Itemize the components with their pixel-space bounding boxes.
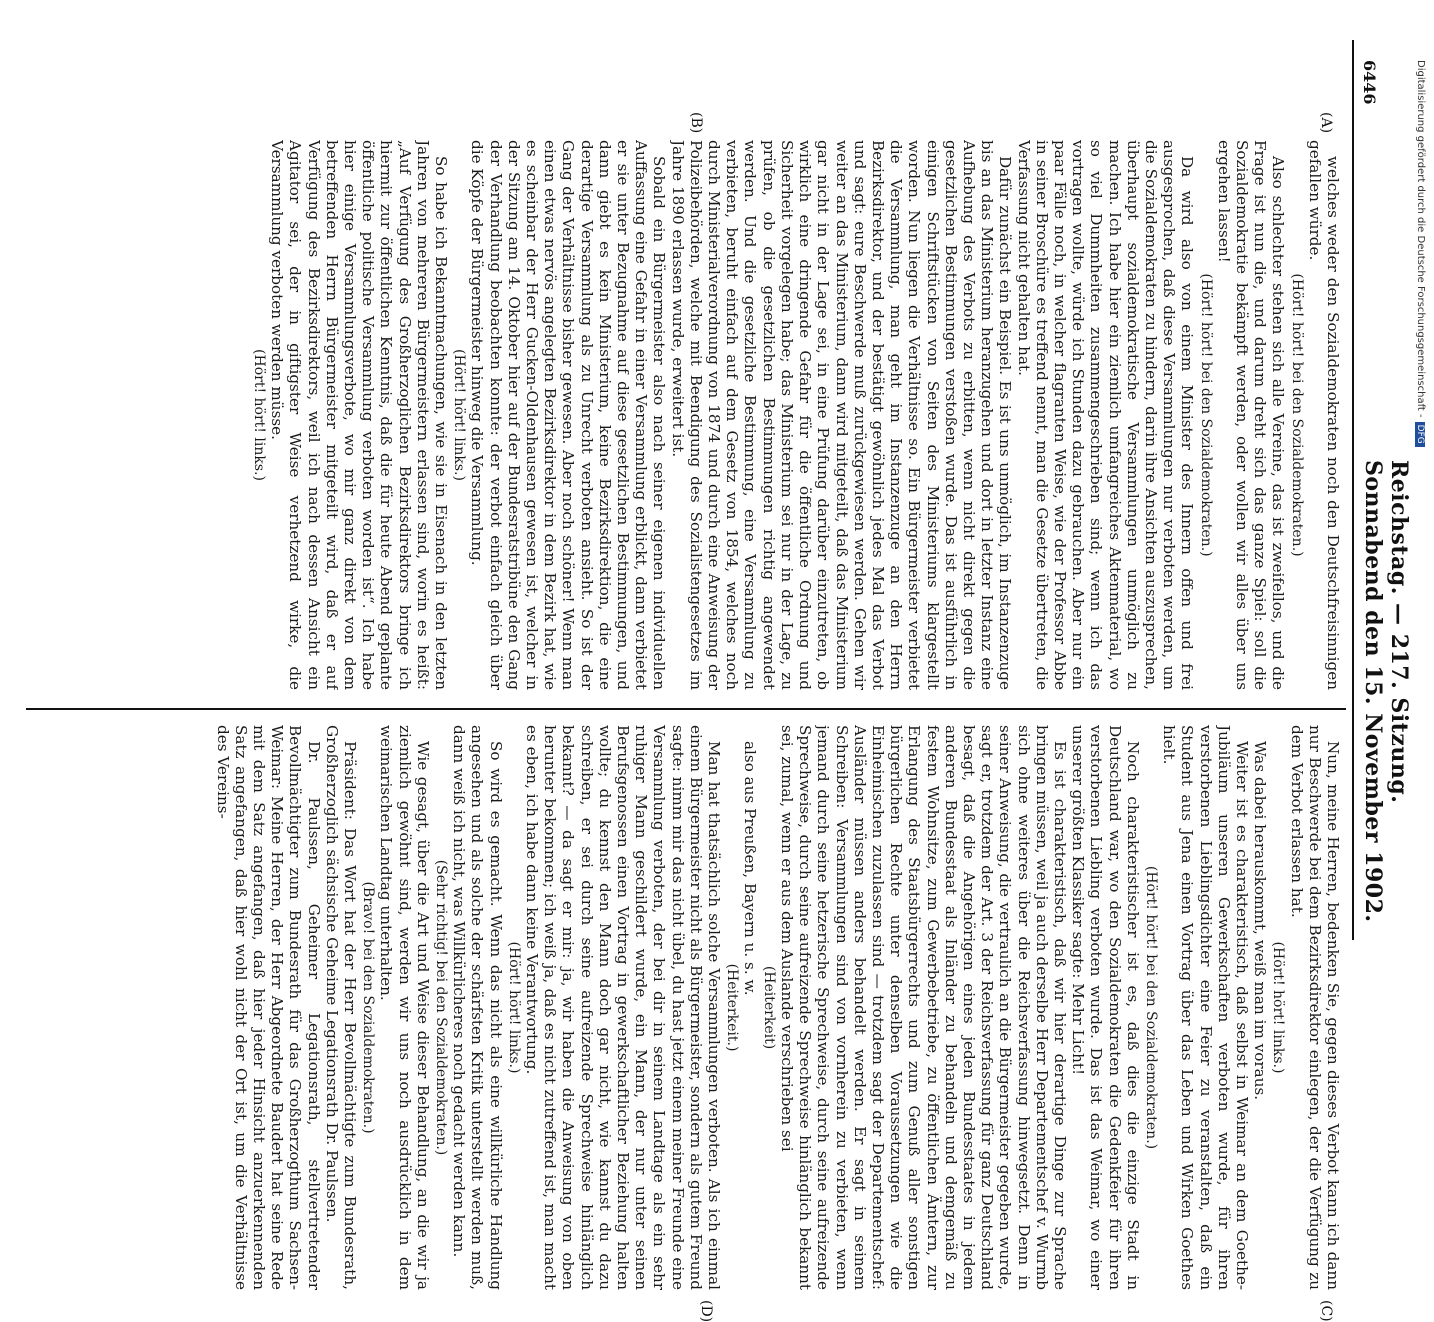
interjection: (Sehr richtig! bei den Sozialdemokraten.): [433, 859, 450, 1156]
paragraph: Man hat thatsächlich solche Versammlungen verboten. Als ich einmal einem Bürgermeister nicht als Bürgermeister, sondern als gutem Freund sagte: nimm mir das nicht übel, du hast jetzt einem meiner Freunde eine Versammlung verboten, der bei dir in seinem Landtage als ein sehr ruhiger Mann geschildert wurde, ein Mann, der nur unter seinen Berufsgenossen einen Vortrag in gewerkschaftlicher Beziehung halten wollte; du kennst den Mann doch gar nicht, wie kannst du dazu schreiben, er sei durch seine aufreizende Sprechweise hinlänglich bekannt? — da sagt er mir: ja, wir haben die Anweisung von oben herunter bekommen; ich weiß ja, daß es nicht zutreffend ist, man macht es eben, ich habe dann keine Verantwortung.: [523, 725, 724, 1290]
running-title: Reichstag. — 217. Sitzung. Sonnabend den 15. November 1902.: [1360, 460, 1412, 923]
interjection: (Hört! hört! links.): [451, 349, 468, 481]
margin-mark-d: (D): [698, 1300, 714, 1322]
paragraph: So habe ich Bekanntmachungen, wie sie in Eisenach in den letzten Jahren von mehreren Bürgermeistern erlassen sind, worin es heißt: „Auf Verfügung des Großherzoglichen Bezirksdirektors bringe ich hiermit zur öffentlichen Kenntnis, daß die für heute Abend geplante öffentliche politische Versammlung verboten worden ist“. Ich habe hier einige Versammlungsverbote, wo mir ganz direkt von dem betreffenden Herrn Bürgermeister mitgeteilt wird, daß er auf Verfügung des Bezirksdirektors, weil ich nach dessen Ansicht ein Agitator sei, der in giftigster Weise verhetzend wirke, die Versammlung verboten werden müsse.: [268, 140, 451, 690]
interjection: (Heiterkeit.): [724, 963, 741, 1052]
paragraph: Präsident: Das Wort hat der Herr Bevollmächtigte zum Bundesrath, Großherzoglich sächsische Geheime Legationsrath Dr. Paulssen.: [322, 725, 360, 1290]
page-header: [1352, 40, 1412, 940]
page-number: 6446: [1360, 60, 1379, 105]
interjection: (Hört! hört! links.): [505, 941, 522, 1074]
paragraph: Da wird also von einem Minister des Innern offen und frei ausgesprochen, daß diese Versammlungen nur verboten werden, um die Sozialdemokraten zu hindern, darin ihre Ansichten auszusprechen, überhaupt sozialdemokratische Versammlungen unmöglich zu machen. Ich habe hier ein ziemlich umfangreiches Aktenmaterial, wo so viel Dummheiten zusammengeschrieben sind; wenn ich das vortragen wollte, würde ich Stunden dazu gebrauchen. Aber nur ein paar Fälle noch, in welcher flagranten Weise, wie der Professor Abbe in seiner Broschüre es treffend nennt, man die Gesetze übertreten, die Verfassung nicht gehalten hat.: [1014, 140, 1197, 690]
paragraph: Dr. Paulssen, Geheimer Legationsrath, stellvertretender Bevollmächtigter zum Bundesrath für das Großherzogthum Sachsen-Weimar: Meine Herren, der Herr Abgeordnete Baudert hat seine Rede mit dem Satz angefangen, daß hier jeder Hinsicht anzuerkennenden Satz angefangen, daß hier wohl nicht der Ort ist, um die Verhältnisse des Vereins-: [213, 725, 323, 1290]
paragraph: Es ist charakteristisch, daß wir hier derartige Dinge zur Sprache bringen müssen, weil ja auch derselbe Herr Departementschef v. Wurmb sich ohne weiteres über die Reichsverfassung hinwegsetzt. Denn in seiner Anweisung, die vertraulich an die Bürgermeister gegeben wurde, sagt er, trotzdem der Art. 3 der Reichsverfassung für ganz Deutschland besagt, daß die Angehörigen eines jeden Bundesstaates in jedem anderen Bundesstaat als Inländer zu behandeln und demgemäß zu festem Wohnsitze, zum Gewerbebetriebe, zu öffentlichen Ämtern, zur Erlangung des Staatsbürgerrechts und zum Genuß aller sonstigen bürgerlichen Rechte unter denselben Voraussetzungen wie die Einheimischen zuzulassen sind — trotzdem sagt der Departementschef: Ausländer müssen anders behandelt werden. Er sagt in seinem Schreiben: Versammlungen sind von vornherein zu verbieten, wenn jemand durch seine hetzerische Sprechweise, durch seine aufreizende Sprechweise, durch seine aufreizende Sprechweise hinlänglich bekannt sei, zumal, wenn er aus dem Auslande verschrieben sei: [777, 725, 1069, 1290]
paragraph: Noch charakteristischer ist es, daß dies die einzige Stadt in Deutschland war, wo den Sozialdemokraten die Gedenkfeier für ihren verstorbenen Liebling verboten wurde. Das ist das Weimar, wo einer unserer größten Klassiker sagte: Mehr Licht!: [1069, 725, 1142, 1290]
paragraph: Sobald ein Bürgermeister also nach seiner eigenen individuellen Auffassung eine Gefahr in einer Versammlung erblickt, dann verbietet er sie unter Bezugnahme auf diese gesetzlichen Bestimmungen, und dann giebt es kein Ministerium, keine Bezirksdirektion, die eine derartige Versammlung als zu Unrecht verboten ansieht. So ist der Gang der Verhältnisse bisher gewesen. Aber noch schöner! Wenn man einen etwas nervös angelegten Bezirksdirektor in dem Bezirk hat, wie es scheinbar der Herr Gucken-Oldenhausen gewesen ist, welcher in der Sitzung am 14. Oktober hier auf der Bundesratstribüne den Gang der Verhandlung beobachten konnte: der verbot einfach gleich über die Köpfe der Bürgermeister hinweg die Versammlung.: [468, 140, 669, 690]
paragraph: Wie gesagt, über die Art und Weise dieser Behandlung, an die wir ja ziemlich gewöhnt sind, werden wir uns noch ausdrücklich in dem weimarischen Landtag unterhalten.: [377, 725, 432, 1290]
interjection: (Hört! hört! bei den Sozialdemokraten.): [1197, 273, 1214, 557]
interjection: (Hört! hört! bei den Sozialdemokraten.): [1142, 865, 1159, 1150]
margin-mark-b: (B): [688, 112, 704, 134]
paragraph: Also schlechter stehen sich alle Vereine, das ist zweifellos, und die Frage ist nun die, und darum dreht sich das ganze Spiel: soll die Sozialdemokratie bekämpft werden, oder wollen wir alles über uns ergehen lassen!: [1214, 140, 1288, 690]
column-divider: [26, 708, 1346, 710]
paragraph: Weiter ist es charakteristisch, daß selbst in Weimar an dem Goethe-Jubiläum unseren Gewerkschaften verboten wurde, für ihren verstorbenen Lieblingsdichter eine Feier zu veranstalten, daß ein Student aus Jena einen Vortrag über das Leben und Wirken Goethes hielt.: [1160, 725, 1251, 1290]
interjection: (Bravo! bei den Sozialdemokraten.): [360, 881, 377, 1134]
left-column: [32, 140, 1342, 690]
paragraph: Was dabei herauskommt, weiß man im voraus.: [1251, 741, 1270, 1101]
margin-mark-a: (A): [1318, 112, 1334, 134]
interjection: (Hört! hört! links.): [251, 349, 268, 481]
credit-text: Digitalisierung gefördert durch die Deutsche Forschungsgemeinschaft -: [1415, 60, 1426, 418]
paragraph: Dafür zunächst ein Beispiel. Es ist uns unmöglich, im Instanzenzuge bis an das Ministerium heranzugehen und dort in letzter Instanz eine Aufhebung des Verbots zu erbitten, wenn nicht direkt gegen die gesetzlichen Bestimmungen verstoßen wurde. Das ist ausführlich in einigen Schriftstücken von Seiten des Ministeriums klargestellt worden. Nun liegen die Verhältnisse so. Ein Bürgermeister verbietet die Versammlung, man geht im Instanzenzuge an den Herrn Bezirksdirektor, und der bestätigt gewöhnlich jedes Mal das Verbot und sagt: eure Beschwerde muß zurückgewiesen werden. Gehen wir weiter an das Ministerium, dann wird mitgeteilt, daß das Ministerium gar nicht in der Lage sei, in eine Prüfung darüber einzutreten, ob wirklich eine dringende Gefahr für die öffentliche Ordnung und Sicherheit vorgelegen habe; das Ministerium sei nur in der Lage, zu prüfen, ob die gesetzlichen Bestimmungen richtig angewendet werden. Und die gesetzliche Bestimmung, eine Versammlung zu verbieten, beruht einfach auf dem Gesetz von 1854, welches noch durch Ministerialverordnung von 1874 und durch eine Anweisung der Polizeibehörden, welche mit Beendigung des Sozialistengesetzes im Jahre 1890 erlassen wurde, erweitert ist.: [668, 140, 1015, 690]
paragraph: Nun, meine Herren, bedenken Sie, gegen dieses Verbot kann ich dann nur Beschwerde bei dem Bezirksdirektor einlegen, der die Verfügung zu dem Verbot erlassen hat.: [1287, 725, 1342, 1290]
digitization-credit: [1415, 60, 1426, 447]
interjection: (Hört! hört! links.): [1270, 941, 1287, 1074]
dfg-logo: DFG: [1415, 422, 1425, 447]
margin-mark-c: (C): [1318, 1300, 1334, 1322]
paragraph: So wird es gemacht. Wenn das nicht als eine willkürliche Handlung angesehen und als solche der schärfsten Kritik unterstellt werden muß, dann weiß ich nicht, was Willkürlicheres noch gedacht werden kann.: [450, 725, 505, 1290]
interjection: (Hört! hört! bei den Sozialdemokraten.): [1288, 273, 1305, 557]
interjection: (Heiterkeit): [760, 965, 777, 1050]
paragraph: also aus Preußen, Bayern u. s. w.: [741, 741, 760, 996]
right-column: [32, 725, 1342, 1290]
paragraph: welches weder den Sozialdemokraten noch den Deutschfreisinnigen gefallen würde.: [1305, 140, 1342, 690]
